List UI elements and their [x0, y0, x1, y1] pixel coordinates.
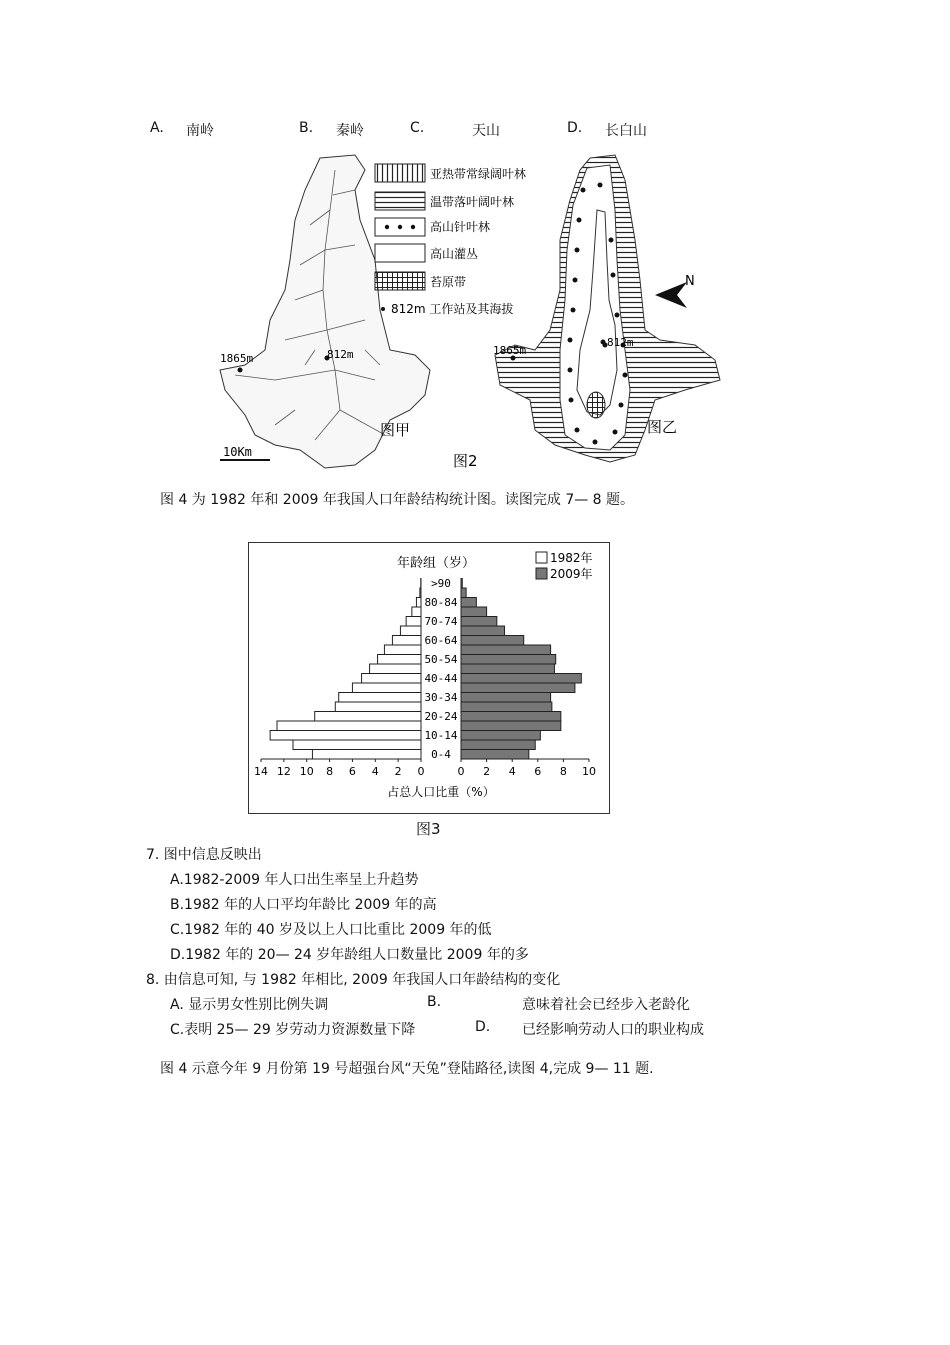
q6-option-d-text: 长白山 — [605, 123, 647, 139]
age-label-40-44: 40-44 — [424, 672, 458, 685]
tick-label-right-10: 10 — [582, 765, 596, 778]
bar-1982-65-69 — [400, 626, 421, 636]
bar-2009-70-74 — [461, 617, 497, 627]
q8-stem: 8. 由信息可知, 与 1982 年相比, 2009 年我国人口年龄结构的变化 — [146, 972, 561, 988]
age-label-10-14: 10-14 — [424, 729, 458, 742]
bar-1982-80-84 — [416, 598, 421, 608]
q6-option-a-text: 南岭 — [186, 123, 214, 139]
bar-1982-70-74 — [406, 617, 421, 627]
legend-label-0: 1982年 — [550, 551, 593, 565]
figure-2-maps — [215, 150, 735, 475]
q8-option-c: C.表明 25— 29 岁劳动力资源数量下降 — [170, 1022, 416, 1038]
tick-label-left-14: 14 — [254, 765, 268, 778]
map-jia-label: 图甲 — [380, 421, 411, 439]
q6-option-c-text: 天山 — [472, 123, 500, 139]
bar-1982-35-39 — [352, 683, 421, 693]
legend-swatch-1 — [536, 568, 547, 579]
scale-label: 10Km — [223, 445, 252, 459]
q6-option-d-letter: D. — [567, 120, 583, 136]
bar-2009-85-89 — [461, 588, 466, 598]
bar-1982-50-54 — [378, 655, 421, 665]
figure-2 — [215, 150, 735, 475]
legend-item-3: 高山针叶林 — [430, 220, 491, 234]
legend-swatch-0 — [536, 552, 547, 563]
q6-option-b-text: 秦岭 — [336, 123, 364, 139]
north-label: N — [685, 274, 695, 289]
bar-1982-5-9 — [293, 740, 421, 750]
bar-2009-55-59 — [461, 645, 551, 655]
tick-label-right-8: 8 — [559, 765, 567, 778]
bar-1982-40-44 — [362, 674, 421, 684]
station-812-label: 812m — [327, 348, 354, 361]
q8-option-d: 已经影响劳动人口的职业构成 — [522, 1022, 704, 1038]
tick-label-right-0: 0 — [457, 765, 465, 778]
q8-option-d-letter: D. — [475, 1019, 491, 1035]
bar-1982-25-29 — [335, 702, 421, 712]
q7-option-a: A.1982-2009 年人口出生率呈上升趋势 — [170, 872, 419, 888]
bar-1982-30-34 — [339, 693, 421, 703]
bar-2009-50-54 — [461, 655, 556, 665]
bar-1982-45-49 — [370, 664, 421, 674]
tick-label-left-6: 6 — [348, 765, 356, 778]
bar-2009-10-14 — [461, 731, 540, 741]
station-812-label-yi: 812m — [607, 336, 634, 349]
tick-label-right-2: 2 — [483, 765, 491, 778]
age-label-0-4: 0-4 — [431, 748, 451, 761]
q8-option-b: 意味着社会已经步入老龄化 — [522, 997, 690, 1013]
tick-label-left-8: 8 — [326, 765, 334, 778]
bar-1982-20-24 — [315, 712, 421, 722]
figure-3-caption: 图3 — [416, 820, 441, 838]
q7-option-c: C.1982 年的 40 岁及以上人口比重比 2009 年的低 — [170, 922, 492, 938]
q6-option-c-letter: C. — [410, 120, 425, 136]
bar-2009-0-4 — [461, 750, 529, 760]
bar-2009-5-9 — [461, 740, 535, 750]
tick-label-right-6: 6 — [534, 765, 542, 778]
legend-item-5: 苔原带 — [430, 275, 467, 289]
fig2-legend — [375, 164, 526, 316]
tick-label-left-2: 2 — [394, 765, 402, 778]
age-label->90: >90 — [431, 577, 451, 590]
population-pyramid-chart — [248, 542, 610, 814]
bar-1982-55-59 — [384, 645, 421, 655]
bar-2009-20-24 — [461, 712, 561, 722]
q7-stem: 7. 图中信息反映出 — [146, 847, 262, 863]
age-label-20-24: 20-24 — [424, 710, 458, 723]
bar-1982-75-79 — [412, 607, 421, 617]
pyramid-svg — [249, 543, 609, 813]
q6-option-a-letter: A. — [150, 120, 164, 136]
bar-2009-75-79 — [461, 607, 487, 617]
age-label-30-34: 30-34 — [424, 691, 458, 704]
age-label-70-74: 70-74 — [424, 615, 458, 628]
tick-label-left-10: 10 — [299, 765, 314, 778]
legend-label-1: 2009年 — [550, 567, 593, 581]
bar-1982-60-64 — [392, 636, 421, 646]
age-label-80-84: 80-84 — [424, 596, 458, 609]
tick-label-left-4: 4 — [371, 765, 379, 778]
map-yi — [493, 155, 720, 462]
legend-item-6: 812m 工作站及其海拔 — [391, 302, 514, 316]
q8-option-b-letter: B. — [427, 994, 442, 1010]
bar-2009-40-44 — [461, 674, 581, 684]
bar-1982-15-19 — [277, 721, 421, 731]
tick-label-left-0: 0 — [417, 765, 425, 778]
bar-2009-80-84 — [461, 598, 476, 608]
legend-item-4: 高山灌丛 — [430, 247, 479, 261]
tick-label-right-4: 4 — [508, 765, 516, 778]
age-label-50-54: 50-54 — [424, 653, 458, 666]
chart-title: 年龄组（岁） — [397, 556, 476, 571]
bar-1982-0-4 — [312, 750, 421, 760]
q8-option-a: A. 显示男女性别比例失调 — [170, 997, 329, 1013]
intro-7-8: 图 4 为 1982 年和 2009 年我国人口年龄结构统计图。读图完成 7— 8 题。 — [160, 492, 635, 508]
bar-2009-25-29 — [461, 702, 552, 712]
bar-2009-35-39 — [461, 683, 575, 693]
station-1865-label: 1865m — [220, 352, 254, 365]
north-arrow-icon — [655, 282, 687, 308]
bar-1982-10-14 — [270, 731, 421, 741]
q7-option-d: D.1982 年的 20— 24 岁年龄组人口数量比 2009 年的多 — [170, 947, 529, 963]
bar-2009-15-19 — [461, 721, 561, 731]
bar-2009-60-64 — [461, 636, 524, 646]
q7-option-b: B.1982 年的人口平均年龄比 2009 年的高 — [170, 897, 437, 913]
tick-label-left-12: 12 — [276, 765, 291, 778]
age-label-60-64: 60-64 — [424, 634, 458, 647]
intro-9-11: 图 4 示意今年 9 月份第 19 号超强台风“天兔”登陆路径,读图 4,完成 9— 11 题. — [160, 1061, 654, 1077]
map-yi-label: 图乙 — [647, 418, 678, 436]
bar-2009-65-69 — [461, 626, 505, 636]
x-axis-label: 占总人口比重（%） — [387, 785, 495, 799]
legend-item-1: 亚热带常绿阔叶林 — [430, 167, 527, 181]
bar-2009-45-49 — [461, 664, 554, 674]
bar-2009-30-34 — [461, 693, 551, 703]
legend-item-2: 温带落叶阔叶林 — [430, 195, 515, 209]
q6-option-b-letter: B. — [299, 120, 314, 136]
station-1865-label-yi: 1865m — [493, 344, 527, 357]
figure-2-caption: 图2 — [453, 452, 478, 470]
